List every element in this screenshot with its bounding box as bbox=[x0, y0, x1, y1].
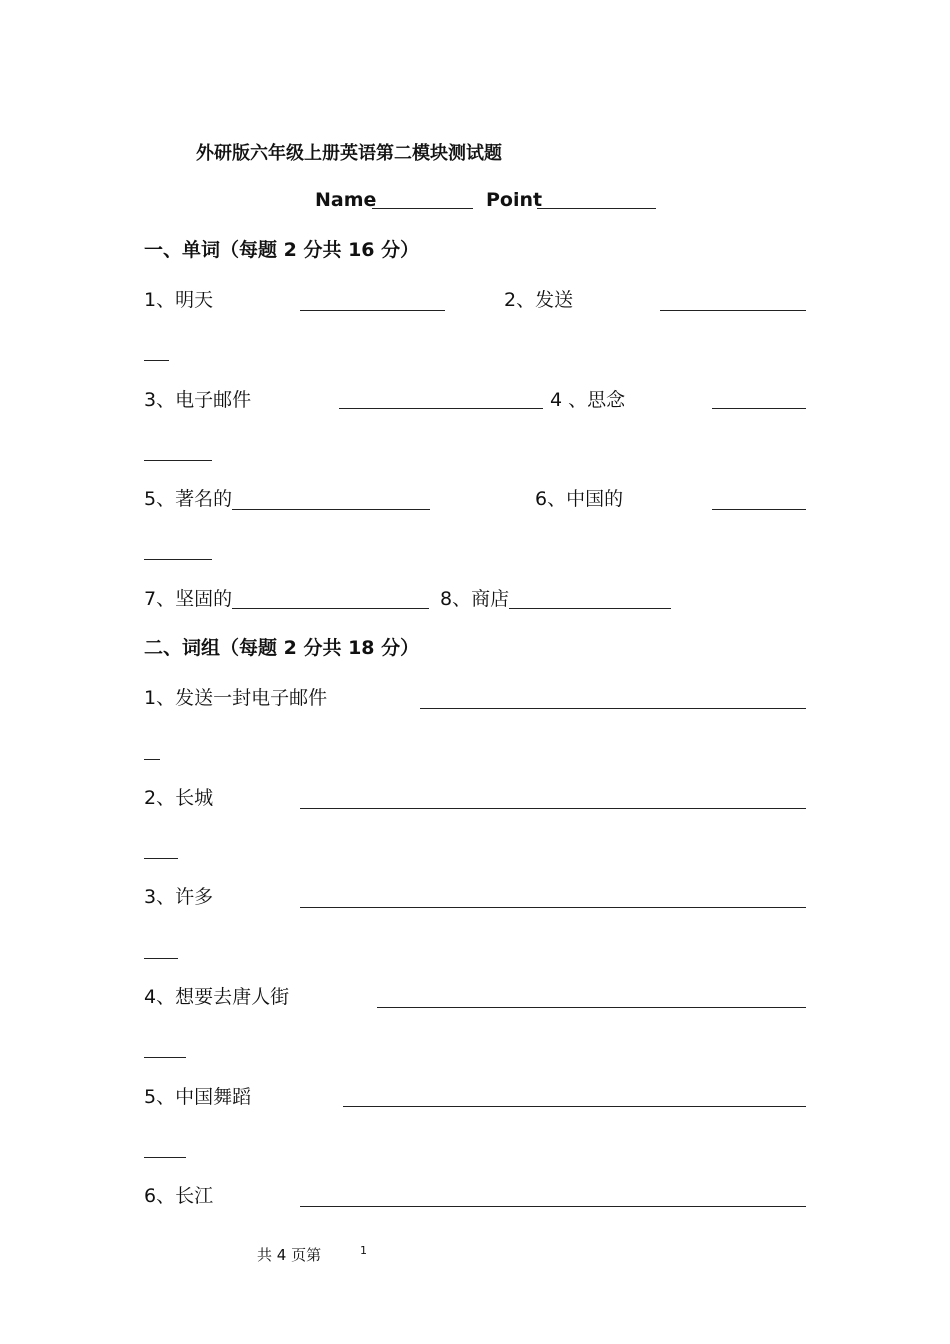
answer-blank-continuation bbox=[144, 958, 178, 959]
phrase-item-6: 6、长江 bbox=[144, 1185, 214, 1207]
point-label: Point bbox=[486, 189, 543, 211]
phrase-item-1: 1、发送一封电子邮件 bbox=[144, 687, 328, 709]
word-item-6: 6、中国的 bbox=[535, 488, 624, 510]
answer-blank[interactable] bbox=[232, 608, 429, 609]
word-item-8: 8、商店 bbox=[440, 588, 510, 610]
word-item-5: 5、著名的 bbox=[144, 488, 233, 510]
page-title: 外研版六年级上册英语第二模块测试题 bbox=[196, 143, 502, 164]
word-item-3: 3、电子邮件 bbox=[144, 389, 252, 411]
answer-blank-continuation bbox=[144, 759, 160, 760]
answer-blank[interactable] bbox=[343, 1106, 806, 1107]
answer-blank-continuation bbox=[144, 1057, 186, 1058]
answer-blank-continuation bbox=[144, 360, 169, 361]
answer-blank[interactable] bbox=[712, 509, 806, 510]
answer-blank-continuation bbox=[144, 1157, 186, 1158]
word-item-4: 4 、思念 bbox=[550, 389, 626, 411]
answer-blank[interactable] bbox=[660, 310, 806, 311]
name-blank[interactable] bbox=[372, 208, 473, 209]
name-label: Name bbox=[315, 189, 377, 211]
answer-blank-continuation bbox=[144, 559, 212, 560]
answer-blank[interactable] bbox=[300, 808, 806, 809]
answer-blank[interactable] bbox=[232, 509, 430, 510]
word-item-7: 7、坚固的 bbox=[144, 588, 233, 610]
answer-blank[interactable] bbox=[300, 1206, 806, 1207]
answer-blank[interactable] bbox=[300, 310, 445, 311]
phrase-item-4: 4、想要去唐人街 bbox=[144, 986, 290, 1008]
phrase-item-5: 5、中国舞蹈 bbox=[144, 1086, 252, 1108]
section-heading-phrases: 二、词组（每题 2 分共 18 分） bbox=[144, 637, 420, 659]
page-footer-text: 共 4 页第 bbox=[257, 1246, 322, 1264]
answer-blank[interactable] bbox=[377, 1007, 806, 1008]
page-number: 1 bbox=[360, 1244, 367, 1257]
section-heading-words: 一、单词（每题 2 分共 16 分） bbox=[144, 239, 420, 261]
phrase-item-3: 3、许多 bbox=[144, 886, 214, 908]
word-item-1: 1、明天 bbox=[144, 289, 214, 311]
answer-blank[interactable] bbox=[339, 408, 543, 409]
word-item-2: 2、发送 bbox=[504, 289, 574, 311]
answer-blank-continuation bbox=[144, 858, 178, 859]
phrase-item-2: 2、长城 bbox=[144, 787, 214, 809]
answer-blank[interactable] bbox=[420, 708, 806, 709]
answer-blank-continuation bbox=[144, 460, 212, 461]
answer-blank[interactable] bbox=[300, 907, 806, 908]
point-blank[interactable] bbox=[537, 208, 656, 209]
answer-blank[interactable] bbox=[509, 608, 671, 609]
answer-blank[interactable] bbox=[712, 408, 806, 409]
